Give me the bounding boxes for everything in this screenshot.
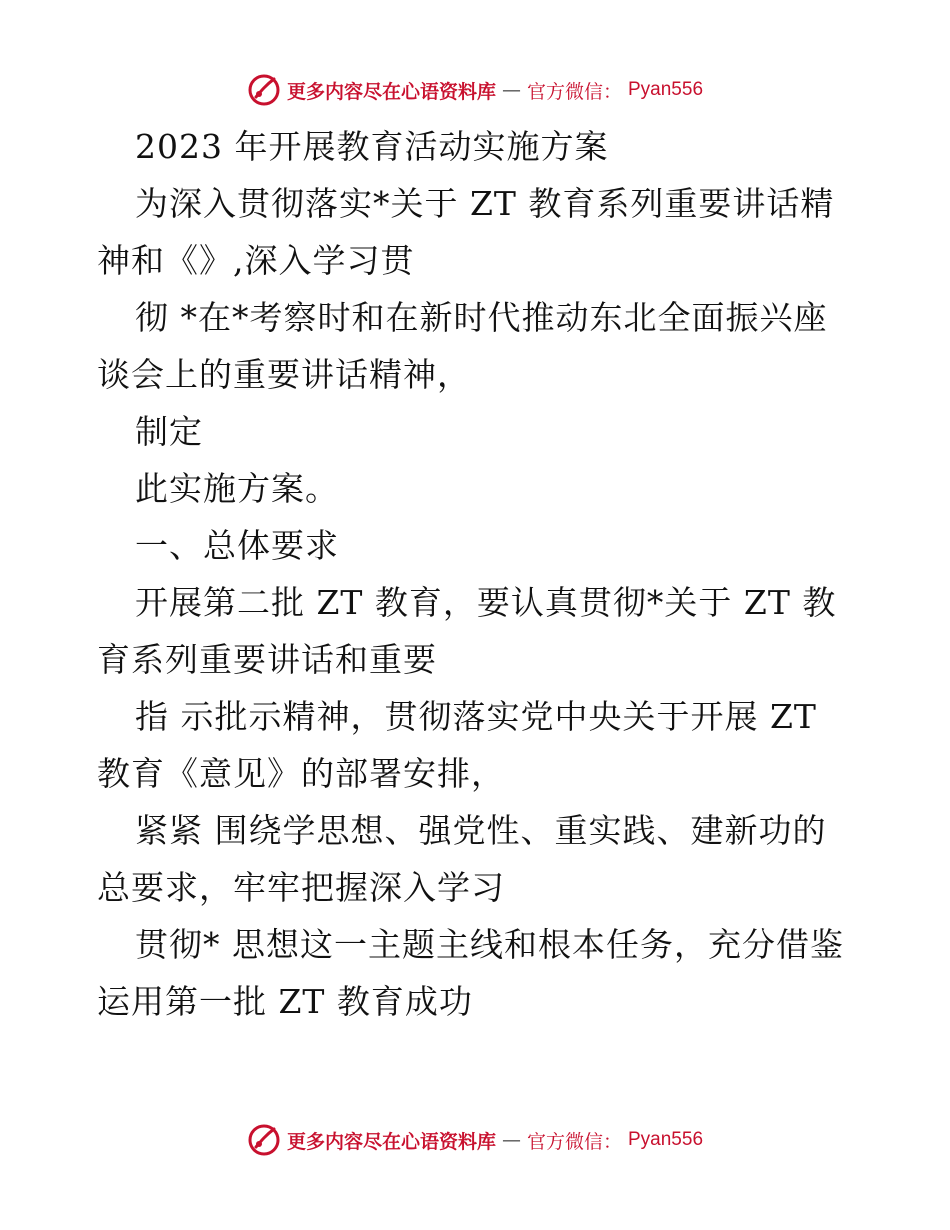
paragraph-line: 指 示批示精神，贯彻落实党中央关于开展 ZT: [135, 697, 817, 736]
paragraph-line: 谈会上的重要讲话精神，: [97, 355, 471, 394]
paragraph-line: 贯彻* 思想这一主题主线和根本任务，充分借鉴: [135, 925, 844, 964]
watermark-main-text: 更多内容尽在心语资料库: [286, 80, 496, 103]
paragraph-line: 总要求，牢牢把握深入学习: [97, 868, 505, 907]
watermark-wechat-id: Pyan556: [628, 79, 704, 100]
brush-logo-icon: [247, 73, 281, 107]
section-heading: 一、总体要求: [135, 526, 339, 565]
paragraph-line: 此实施方案。: [135, 469, 339, 508]
header-watermark: [0, 70, 950, 110]
watermark-separator: —: [501, 79, 521, 101]
paragraph-line: 制定: [135, 412, 203, 451]
paragraph-line: 紧紧 围绕学思想、强党性、重实践、建新功的: [135, 811, 827, 850]
document-body: [97, 118, 857, 1030]
paragraph-line: 开展第二批 ZT 教育，要认真贯彻*关于 ZT 教: [135, 583, 837, 622]
document-title: 2023 年开展教育活动实施方案: [135, 127, 609, 166]
paragraph-line: 教育《意见》的部署安排，: [97, 754, 505, 793]
watermark-main-text: 更多内容尽在心语资料库: [286, 1130, 496, 1153]
footer-watermark: [0, 1120, 950, 1160]
paragraph-line: 彻 *在*考察时和在新时代推动东北全面振兴座: [135, 298, 828, 337]
paragraph-line: 育系列重要讲话和重要: [97, 640, 437, 679]
watermark-sub-text: 官方微信：: [526, 80, 622, 103]
watermark-wechat-id: Pyan556: [628, 1129, 704, 1150]
paragraph-line: 为深入贯彻落实*关于 ZT 教育系列重要讲话精: [135, 184, 835, 223]
paragraph-line: 运用第一批 ZT 教育成功: [97, 982, 473, 1021]
watermark-sub-text: 官方微信：: [526, 1130, 622, 1153]
watermark-separator: —: [501, 1129, 521, 1151]
brush-logo-icon: [247, 1123, 281, 1157]
paragraph-line: 神和《》,深入学习贯: [97, 241, 415, 280]
